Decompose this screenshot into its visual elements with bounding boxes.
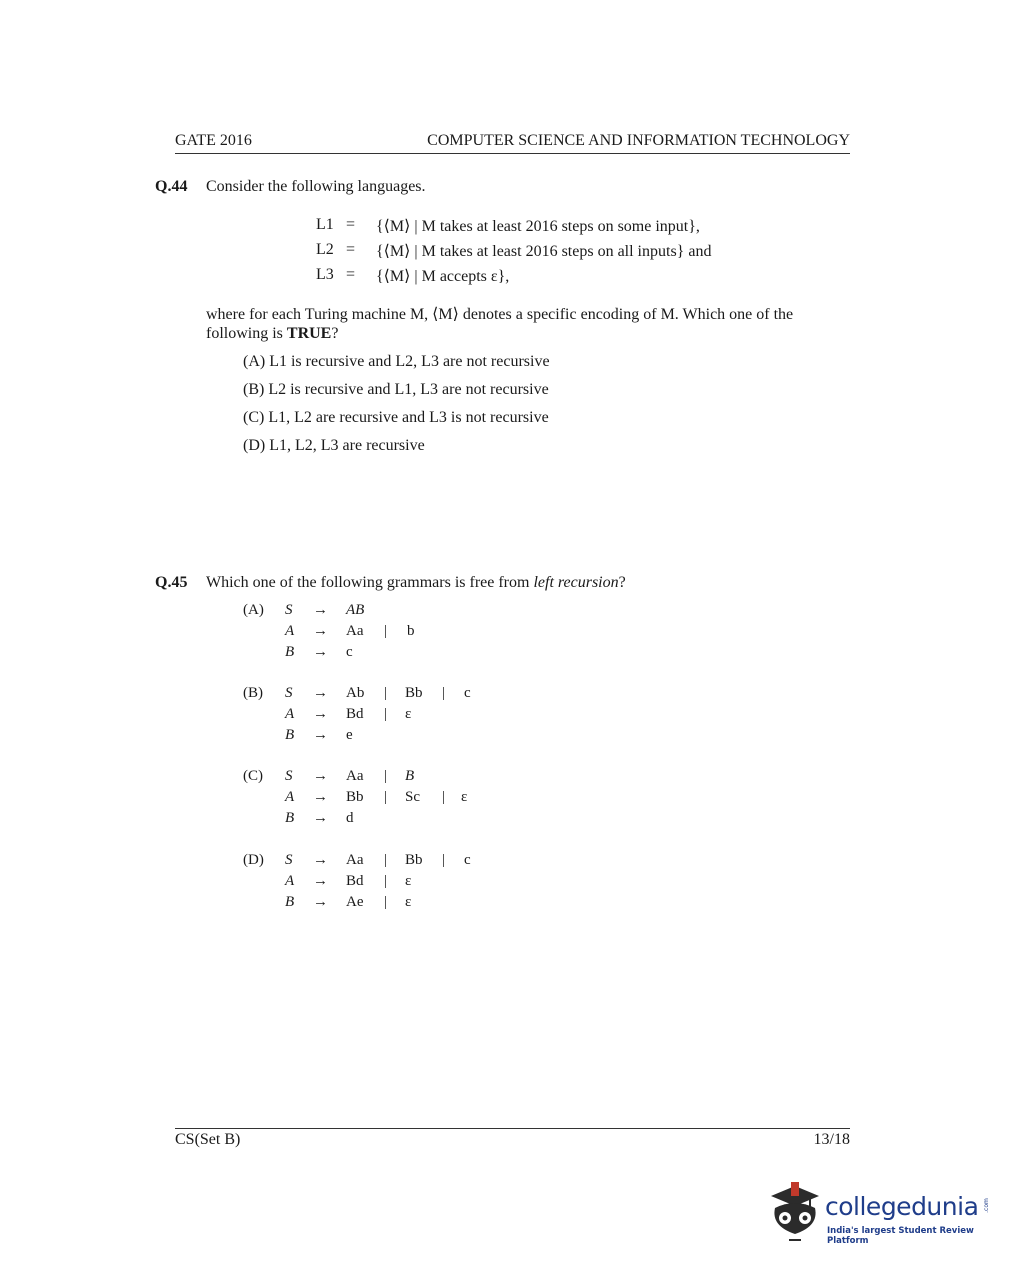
rule-lhs: A [285,623,295,639]
footer-rule [175,1128,850,1129]
arrow-symbol: → [313,727,328,743]
grammar-label: (D) [243,852,264,868]
rule-rhs: B [405,768,415,784]
footer-set: CS(Set B) [175,1131,241,1148]
def-row [316,241,776,263]
arrow-symbol: → [313,706,328,722]
q44-prompt: Consider the following languages. [206,178,426,195]
q44-option-d[interactable]: (D) L1, L2, L3 are recursive [243,437,425,454]
rule-rhs: ε [461,789,468,805]
bar-symbol: | [384,706,388,722]
arrow-symbol: → [313,644,328,660]
rule-rhs: Bd [346,706,364,722]
rule-rhs: Bb [405,852,423,868]
footer-page-number: 13/18 [813,1131,850,1148]
bar-symbol: | [384,873,388,889]
bar-symbol: | [384,685,388,701]
mascot-icon [765,1178,825,1248]
def-row [316,216,776,238]
def-eq: = [346,266,356,283]
rule-lhs: A [285,789,295,805]
def-lhs: L1 [316,216,334,233]
rule-rhs: e [346,727,353,743]
bar-symbol: | [384,789,388,805]
rule-rhs: c [464,685,471,701]
def-eq: = [346,216,356,233]
q44-follow-post: ? [331,325,339,342]
bar-symbol: | [384,894,388,910]
q45-number: Q.45 [155,574,188,591]
rule-rhs: Aa [346,623,364,639]
arrow-symbol: → [313,894,328,910]
rule-rhs: Bb [346,789,364,805]
arrow-symbol: → [313,810,328,826]
bar-symbol: | [384,768,388,784]
def-lhs: L3 [316,266,334,283]
collegedunia-logo [765,1178,995,1250]
rule-rhs: Ae [346,894,364,910]
rule-rhs: ε [405,706,412,722]
rule-lhs: S [285,768,293,784]
rule-lhs: B [285,727,295,743]
rule-rhs: Aa [346,768,364,784]
bar-symbol: | [384,623,388,639]
arrow-symbol: → [313,873,328,889]
rule-lhs: S [285,685,293,701]
q44-option-b[interactable]: (B) L2 is recursive and L1, L3 are not recursive [243,381,549,398]
q44-option-a[interactable]: (A) L1 is recursive and L2, L3 are not recursive [243,353,550,370]
q44-option-c[interactable]: (C) L1, L2 are recursive and L3 is not recursive [243,409,549,426]
q45-prompt-post: ? [618,574,626,591]
rule-rhs: Bd [346,873,364,889]
q45-prompt-pre: Which one of the following grammars is free from [206,574,534,591]
rule-rhs: c [346,644,353,660]
rule-rhs: Ab [346,685,365,701]
header-subject: COMPUTER SCIENCE AND INFORMATION TECHNOLOGY [427,132,850,149]
rule-lhs: S [285,852,293,868]
arrow-symbol: → [313,623,328,639]
grammar-label: (C) [243,768,263,784]
arrow-symbol: → [313,789,328,805]
q44-follow-pre: following is [206,325,287,342]
q45-prompt [206,574,626,592]
arrow-symbol: → [313,685,328,701]
logo-suffix: .com [982,1198,990,1213]
bar-symbol: | [384,852,388,868]
grammar-label: (A) [243,602,264,618]
def-rhs: {⟨M⟩ | M accepts ε}, [376,268,510,285]
q44-follow-line2 [206,325,338,343]
arrow-symbol: → [313,852,328,868]
rule-lhs: A [285,706,295,722]
rule-rhs: Bb [405,685,423,701]
rule-rhs: AB [346,602,365,618]
rule-lhs: S [285,602,293,618]
q45-prompt-em: left recursion [533,574,619,591]
rule-lhs: B [285,810,295,826]
header-rule [175,153,850,154]
logo-tagline: India's largest Student Review Platform [827,1226,974,1246]
grammar-label: (B) [243,685,263,701]
header-exam: GATE 2016 [175,132,252,149]
rule-rhs: Sc [405,789,420,805]
bar-symbol: | [442,685,446,701]
q44-true-emphasis: TRUE [286,325,332,342]
rule-lhs: B [285,894,295,910]
rule-rhs: ε [405,873,412,889]
def-lhs: L2 [316,241,334,258]
q44-number: Q.44 [155,178,188,195]
arrow-symbol: → [313,602,328,618]
def-eq: = [346,241,356,258]
def-row [316,266,776,288]
arrow-symbol: → [313,768,328,784]
logo-brand: collegedunia [825,1192,979,1221]
rule-lhs: B [285,644,295,660]
rule-rhs: ε [405,894,412,910]
rule-lhs: A [285,873,295,889]
def-rhs: {⟨M⟩ | M takes at least 2016 steps on all inputs} and [376,243,712,260]
bar-symbol: | [442,789,446,805]
bar-symbol: | [442,852,446,868]
rule-rhs: c [464,852,471,868]
def-rhs: {⟨M⟩ | M takes at least 2016 steps on some input}, [376,218,700,235]
q44-follow-line1: where for each Turing machine M, ⟨M⟩ denotes a specific encoding of M. Which one of the [206,306,794,323]
rule-rhs: Aa [346,852,364,868]
rule-rhs: b [407,623,415,639]
rule-rhs: d [346,810,354,826]
